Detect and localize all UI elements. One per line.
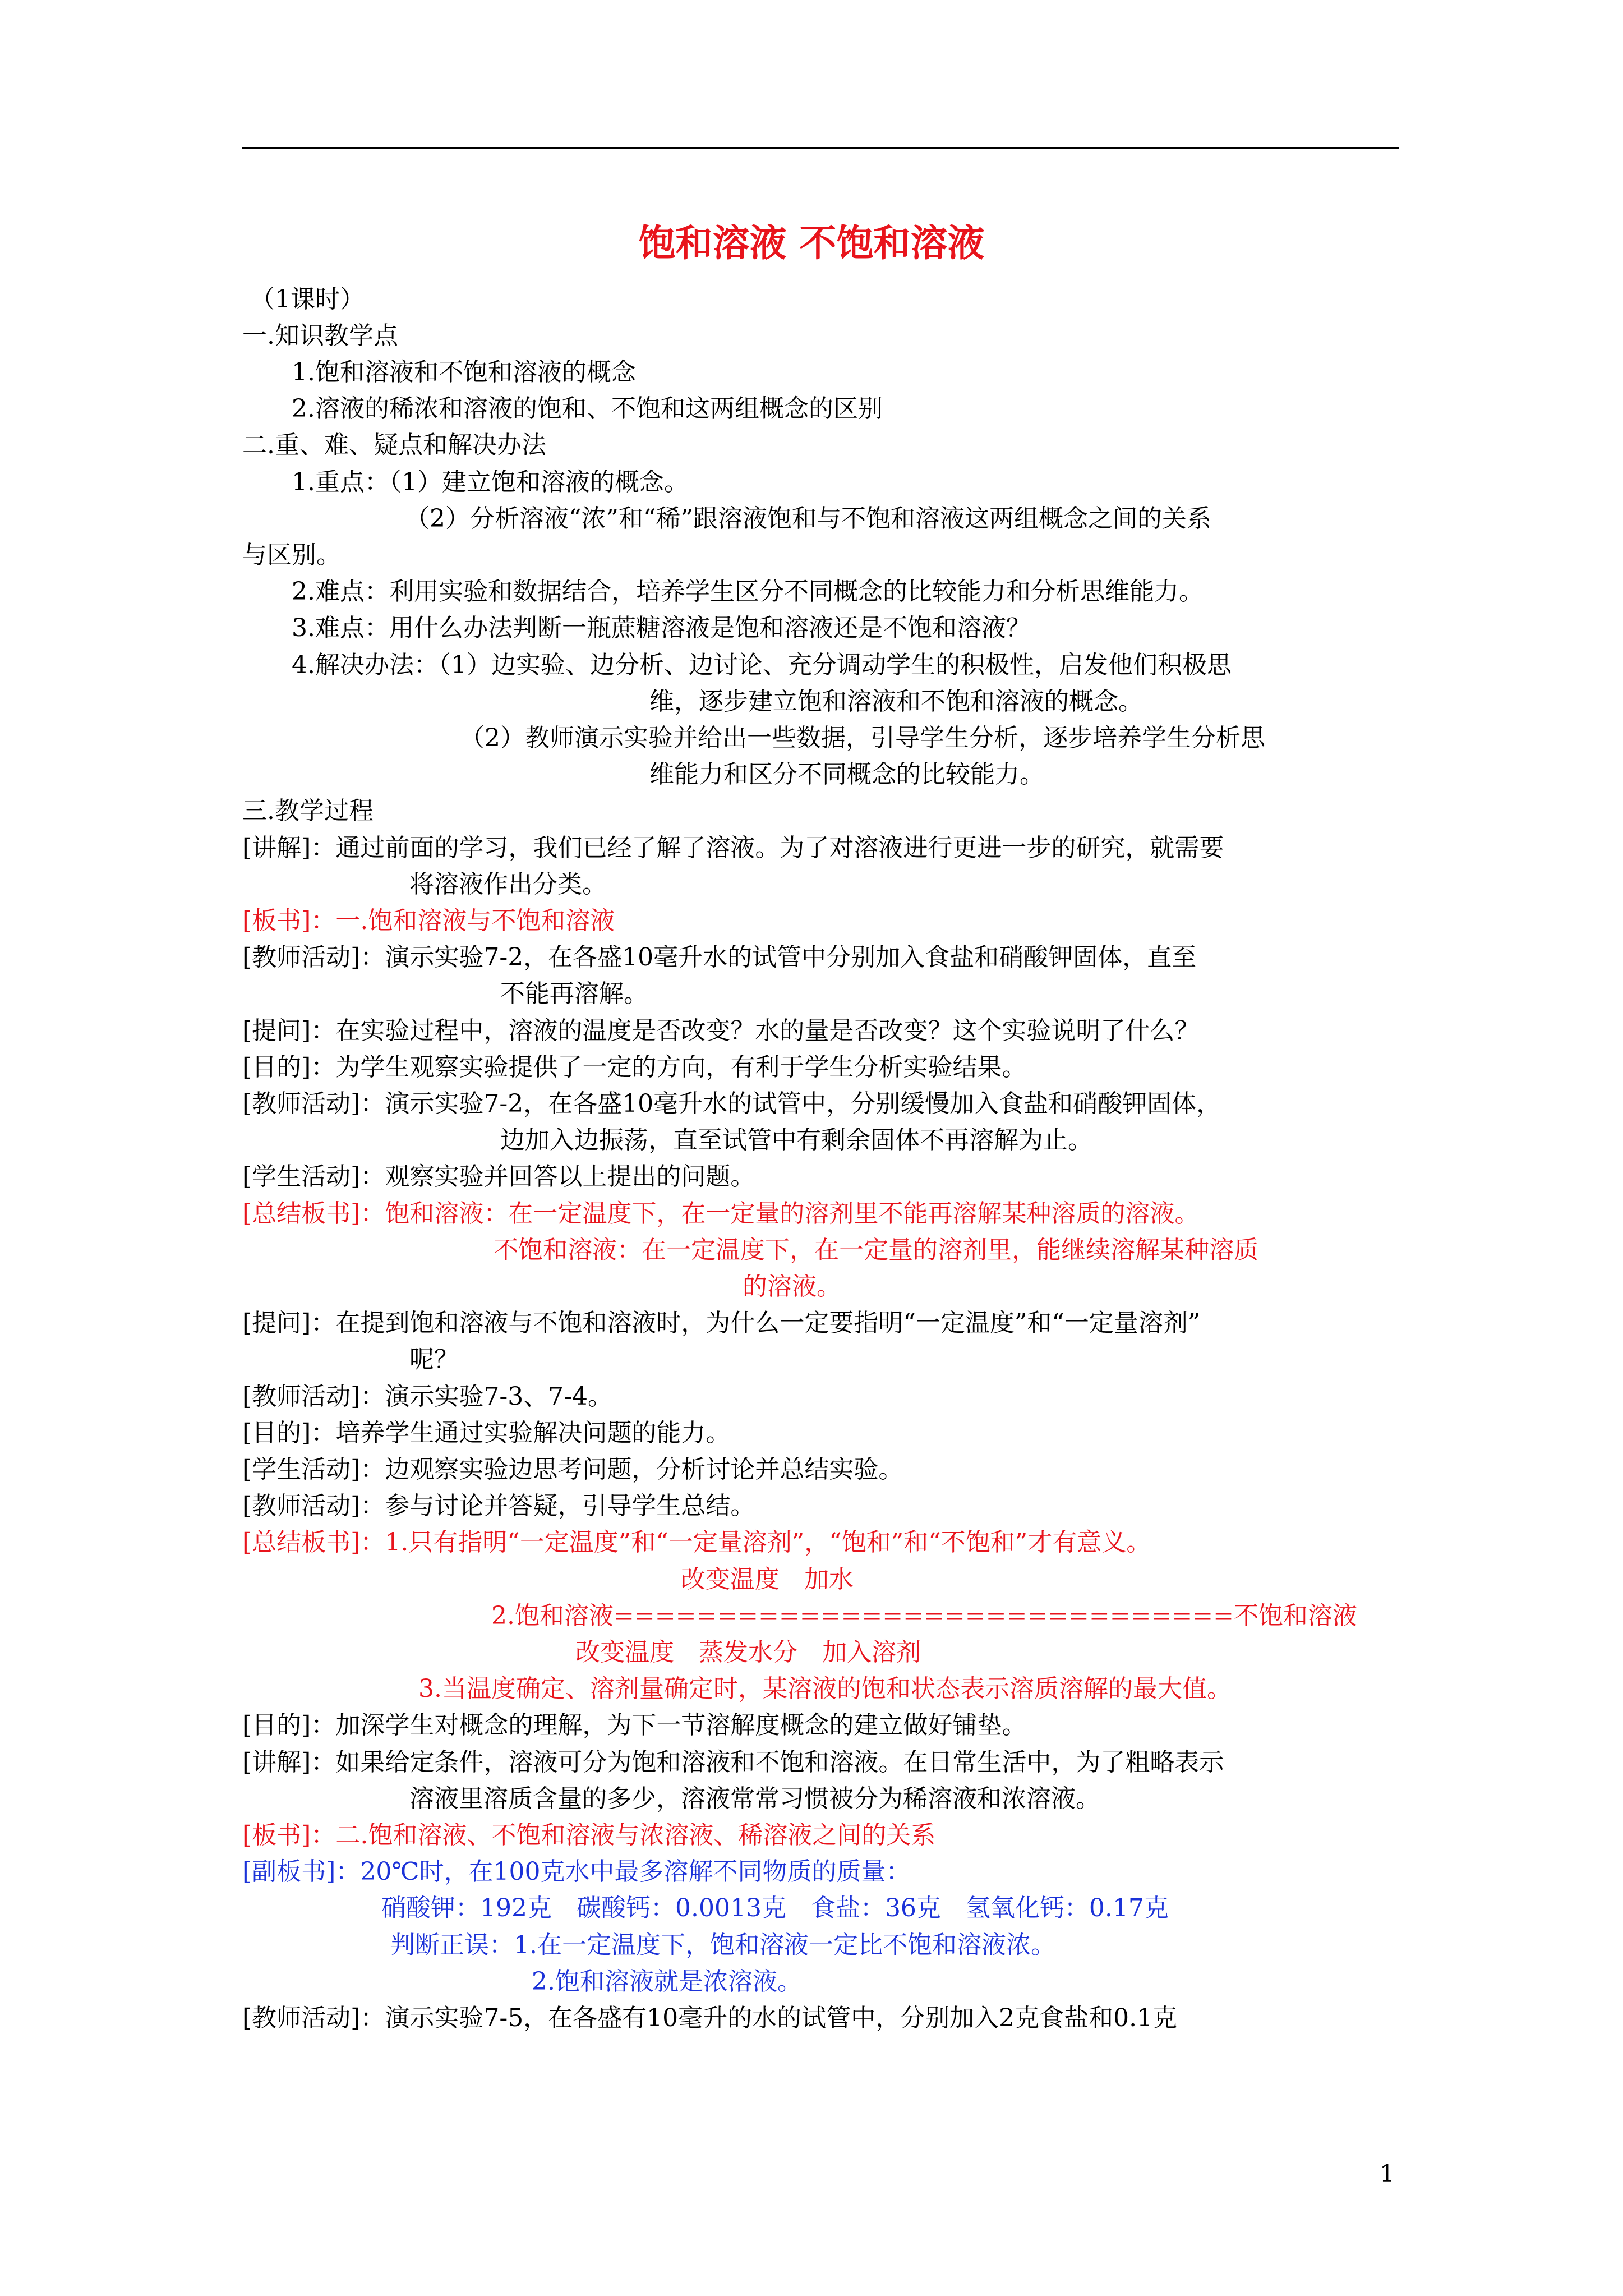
text-line: （1课时） (250, 285, 365, 314)
board-note: 不饱和溶液：在一定温度下，在一定量的溶剂里，能继续溶解某种溶质 (494, 1236, 1258, 1264)
page-title: 饱和溶液 不饱和溶液 (638, 221, 985, 265)
text-line: 溶液里溶质含量的多少，溶液常常习惯被分为稀溶液和浓溶液。 (409, 1784, 1100, 1813)
text-line: （2）分析溶液“浓”和“稀”跟溶液饱和与不饱和溶液这两组概念之间的关系 (405, 504, 1211, 533)
board-note: [总结板书]：饱和溶液：在一定温度下，在一定量的溶剂里不能再溶解某种溶质的溶液。 (242, 1199, 1200, 1228)
text-line: 1.重点：（1）建立饱和溶液的概念。 (292, 468, 689, 496)
board-note: [板书]：一.饱和溶液与不饱和溶液 (242, 907, 615, 935)
text-line: [目的]：加深学生对概念的理解，为下一节溶解度概念的建立做好铺垫。 (242, 1711, 1027, 1740)
text-line: 与区别。 (242, 541, 341, 569)
board-note: [板书]：二.饱和溶液、不饱和溶液与浓溶液、稀溶液之间的关系 (242, 1821, 936, 1849)
text-line: [教师活动]：演示实验7-3、7-4。 (242, 1382, 613, 1411)
section-heading: 三.教学过程 (242, 797, 374, 825)
text-line: 呢？ (409, 1345, 459, 1374)
page-number: 1 (1380, 2160, 1395, 2187)
section-heading: 一.知识教学点 (242, 321, 398, 350)
side-board-note: 2.饱和溶液就是浓溶液。 (532, 1967, 802, 1996)
text-line: [学生活动]：边观察实验边思考问题，分析讨论并总结实验。 (242, 1455, 903, 1484)
text-line: （2）教师演示实验并给出一些数据，引导学生分析，逐步培养学生分析思 (460, 724, 1265, 752)
side-board-note: [副板书]：20℃时，在100克水中最多溶解不同物质的质量： (242, 1857, 911, 1886)
text-line: 将溶液作出分类。 (409, 870, 607, 899)
text-line: 维，逐步建立饱和溶液和不饱和溶液的概念。 (649, 687, 1143, 716)
board-note: 3.当温度确定、溶剂量确定时，某溶液的饱和状态表示溶质溶解的最大值。 (418, 1674, 1232, 1703)
text-line: [讲解]：通过前面的学习，我们已经了解了溶液。为了对溶液进行更进一步的研究，就需要 (242, 834, 1224, 862)
text-line: 2.难点：利用实验和数据结合，培养学生区分不同概念的比较能力和分析思维能力。 (292, 577, 1204, 606)
side-board-note: 硝酸钾：192克 碳酸钙：0.0013克 食盐：36克 氢氧化钙：0.17克 (381, 1894, 1169, 1922)
text-line: 不能再溶解。 (500, 979, 648, 1008)
text-line: 4.解决办法：（1）边实验、边分析、边讨论、充分调动学生的积极性，启发他们积极思 (292, 651, 1232, 679)
text-line: 1.饱和溶液和不饱和溶液的概念 (292, 358, 636, 386)
text-line: 2.溶液的稀浓和溶液的饱和、不饱和这两组概念的区别 (292, 394, 883, 423)
text-line: [教师活动]：演示实验7-2，在各盛10毫升水的试管中分别加入食盐和硝酸钾固体，直至 (242, 943, 1197, 972)
text-line: [目的]：为学生观察实验提供了一定的方向，有利于学生分析实验结果。 (242, 1053, 1027, 1082)
board-note: 的溶液。 (743, 1272, 841, 1301)
text-line: [提问]：在提到饱和溶液与不饱和溶液时，为什么一定要指明“一定温度”和“一定量溶剂” (242, 1309, 1201, 1337)
board-note: [总结板书]：1.只有指明“一定温度”和“一定量溶剂”，“饱和”和“不饱和”才有意义。 (242, 1528, 1151, 1557)
arrow-label-top: 改变温度 加水 (681, 1565, 854, 1594)
text-line: 边加入边振荡，直至试管中有剩余固体不再溶解为止。 (500, 1126, 1092, 1154)
arrow-label-bottom: 改变温度 蒸发水分 加入溶剂 (575, 1638, 921, 1667)
text-line: [教师活动]：演示实验7-2，在各盛10毫升水的试管中，分别缓慢加入食盐和硝酸钾固体， (242, 1089, 1221, 1118)
side-board-note: 判断正误：1.在一定温度下，饱和溶液一定比不饱和溶液浓。 (390, 1931, 1055, 1959)
text-line: [教师活动]：演示实验7-5，在各盛有10毫升的水的试管中，分别加入2克食盐和0.1克 (242, 2004, 1178, 2032)
text-line: [目的]：培养学生通过实验解决问题的能力。 (242, 1419, 731, 1447)
board-note: 2.饱和溶液==============================不饱和溶液 (491, 1602, 1357, 1630)
header-rule (242, 147, 1399, 149)
text-line: [学生活动]：观察实验并回答以上提出的问题。 (242, 1162, 755, 1191)
text-line: [提问]：在实验过程中，溶液的温度是否改变？水的量是否改变？这个实验说明了什么？ (242, 1016, 1200, 1045)
text-line: [讲解]：如果给定条件，溶液可分为饱和溶液和不饱和溶液。在日常生活中，为了粗略表示 (242, 1748, 1224, 1777)
text-line: [教师活动]：参与讨论并答疑，引导学生总结。 (242, 1492, 755, 1520)
text-line: 3.难点：用什么办法判断一瓶蔗糖溶液是饱和溶液还是不饱和溶液？ (292, 614, 1031, 642)
section-heading: 二.重、难、疑点和解决办法 (242, 431, 546, 459)
text-line: 维能力和区分不同概念的比较能力。 (649, 760, 1044, 789)
